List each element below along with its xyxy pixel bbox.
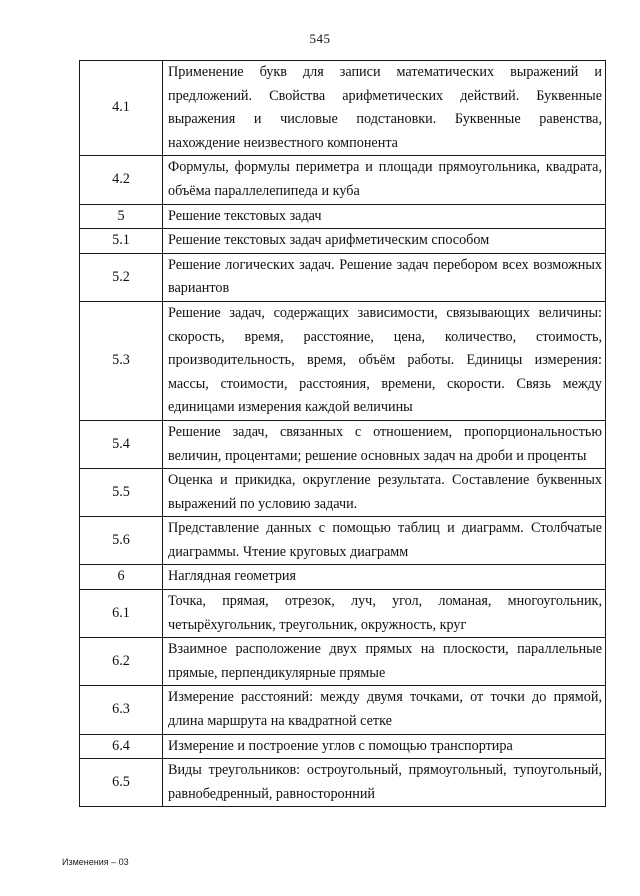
row-text: Формулы, формулы периметра и площади прямоугольника, квадрата, объёма параллелепипеда и куба <box>163 156 606 204</box>
table-row <box>80 420 606 468</box>
row-text: Представление данных с помощью таблиц и диаграмм. Столбчатые диаграммы. Чтение круговых диаграмм <box>163 517 606 565</box>
row-text: Взаимное расположение двух прямых на плоскости, параллельные прямые, перпендикулярные прямые <box>163 638 606 686</box>
content-table <box>79 60 606 807</box>
row-number: 4.1 <box>80 61 163 156</box>
row-text: Решение текстовых задач арифметическим способом <box>163 229 606 254</box>
page-number: 545 <box>309 31 331 46</box>
row-text: Измерение расстояний: между двумя точками, от точки до прямой, длина маршрута на квадратной сетке <box>163 686 606 734</box>
row-text: Точка, прямая, отрезок, луч, угол, ломаная, многоугольник, четырёхугольник, треугольник, окружность, круг <box>163 590 606 638</box>
table-row <box>80 469 606 517</box>
row-text: Применение букв для записи математических выражений и предложений. Свойства арифметических действий. Буквенные выражения и числовые подстановки. Буквенные равенства, нахождение неизвестного компонента <box>163 61 606 156</box>
row-number: 5.2 <box>80 253 163 301</box>
table-row <box>80 759 606 807</box>
row-text: Решение задач, содержащих зависимости, связывающих величины: скорость, время, расстояние, цена, количество, стоимость, производительность, время, объём работы. Единицы измерения: массы, стоимости, расстояния, времени, скорости. Связь между единицами измерения каждой величины <box>163 301 606 420</box>
table-row <box>80 253 606 301</box>
table-row <box>80 590 606 638</box>
table-row <box>80 638 606 686</box>
row-text: Оценка и прикидка, округление результата. Составление буквенных выражений по условию задачи. <box>163 469 606 517</box>
row-number: 5 <box>80 204 163 229</box>
row-number: 5.5 <box>80 469 163 517</box>
row-number: 6.3 <box>80 686 163 734</box>
table-row <box>80 229 606 254</box>
row-text: Решение логических задач. Решение задач перебором всех возможных вариантов <box>163 253 606 301</box>
row-text: Решение текстовых задач <box>163 204 606 229</box>
row-text: Измерение и построение углов с помощью транспортира <box>163 734 606 759</box>
revision-footer: Изменения – 03 <box>62 857 129 867</box>
row-number: 6.1 <box>80 590 163 638</box>
row-number: 4.2 <box>80 156 163 204</box>
table-row <box>80 61 606 156</box>
table-row <box>80 565 606 590</box>
row-number: 5.6 <box>80 517 163 565</box>
row-number: 5.3 <box>80 301 163 420</box>
table-row <box>80 204 606 229</box>
table-row <box>80 734 606 759</box>
row-text: Наглядная геометрия <box>163 565 606 590</box>
row-number: 6 <box>80 565 163 590</box>
row-number: 6.2 <box>80 638 163 686</box>
row-number: 6.4 <box>80 734 163 759</box>
table-row <box>80 686 606 734</box>
row-text: Решение задач, связанных с отношением, пропорциональностью величин, процентами; решение основных задач на дроби и проценты <box>163 420 606 468</box>
row-number: 5.1 <box>80 229 163 254</box>
table-row <box>80 156 606 204</box>
table-row <box>80 301 606 420</box>
row-number: 5.4 <box>80 420 163 468</box>
table-row <box>80 517 606 565</box>
row-number: 6.5 <box>80 759 163 807</box>
topics-table <box>79 60 606 807</box>
row-text: Виды треугольников: остроугольный, прямоугольный, тупоугольный, равнобедренный, равносторонний <box>163 759 606 807</box>
